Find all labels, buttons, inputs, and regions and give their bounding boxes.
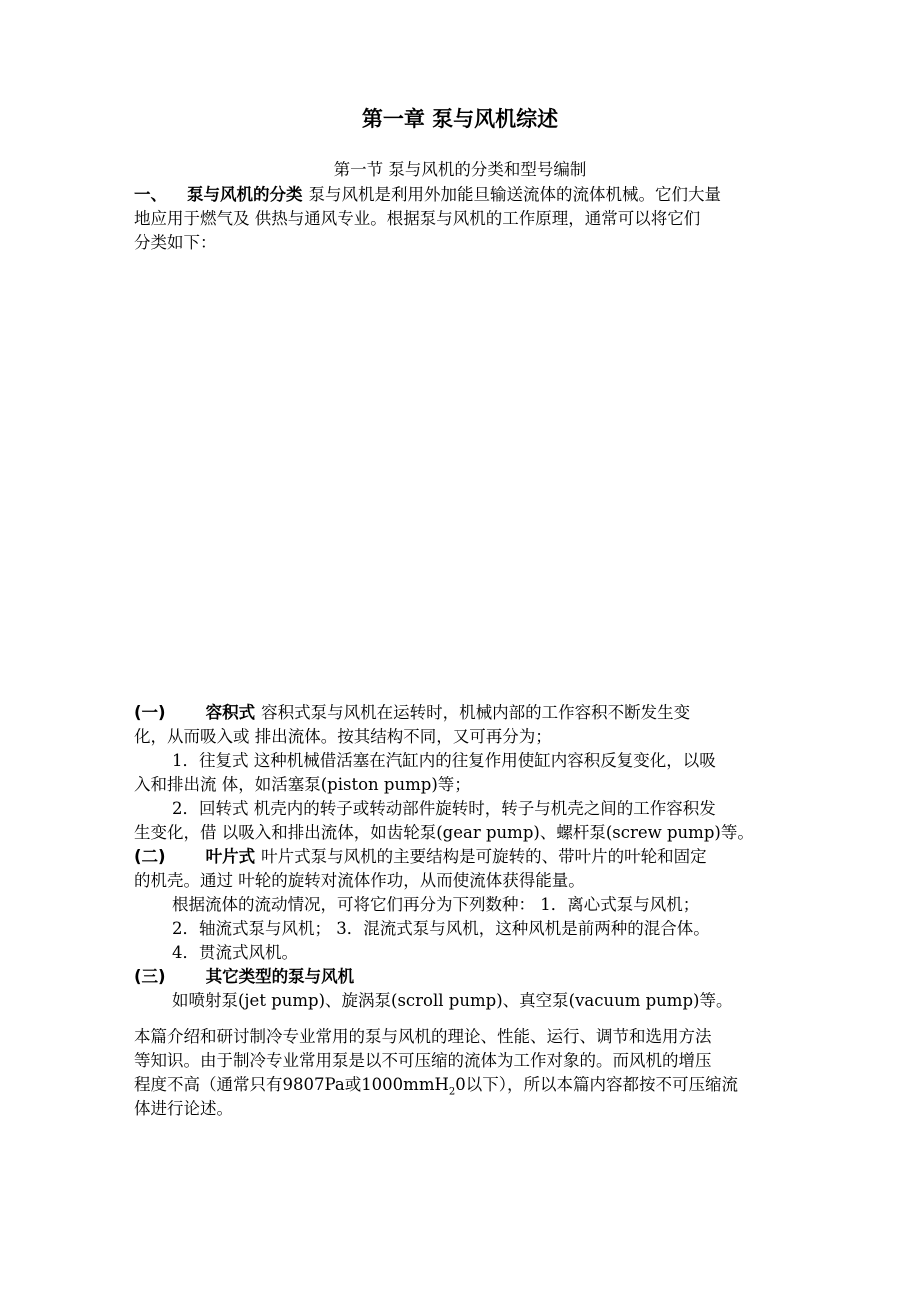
closing-line4: 体进行论述。 [134,1099,233,1118]
sub2-line4: 2．轴流式泵与风机； 3．混流式泵与风机，这种风机是前两种的混合体。 [172,919,710,938]
sub1-line1 [134,701,690,725]
sub1-heading: 容积式 [205,703,256,722]
part1-line3: 分类如下： [134,233,217,252]
chapter-title: 第一章 泵与风机综述 [361,107,559,131]
part1-text1: 泵与风机是利用外加能旦输送流体的流体机械。它们大量 [308,185,721,204]
closing-line2: 等知识。由于制冷专业常用泵是以不可压缩的流体为工作对象的。而风机的增压 [134,1051,712,1070]
item2-line1: 2．回转式 机壳内的转子或转动部件旋转时，转子与机壳之间的工作容积发 [172,799,716,818]
sub3-line1 [134,965,354,989]
sub2-text1: 叶片式泵与风机的主要结构是可旋转的、带叶片的叶轮和固定 [261,847,707,866]
sub1-text1: 容积式泵与风机在运转时，机械内部的工作容积不断发生变 [261,703,691,722]
item1-line2: 入和排出流 体，如活塞泵(piston pump)等； [134,775,471,794]
item1-line1: 1．往复式 这种机械借活塞在汽缸内的往复作用使缸内容积反复变化，以吸 [172,751,716,770]
sub1-line2: 化，从而吸入或 排出流体。按其结构不同，又可再分为； [134,727,552,746]
sub1-label: (一) [134,703,166,722]
closing-line3 [134,1073,738,1097]
sub3-line2: 如喷射泵(jet pump)、旋涡泵(scroll pump)、真空泵(vacuum pump)等。 [172,991,733,1010]
part1-heading: 泵与风机的分类 [187,185,303,204]
section-title: 第一节 泵与风机的分类和型号编制 [333,160,587,179]
sub2-line5: 4．贯流式风机。 [172,943,298,962]
closing-line3-sub: 2 [448,1086,456,1098]
sub2-heading: 叶片式 [205,847,256,866]
sub2-line1 [134,845,707,869]
sub2-label: (二) [134,847,166,866]
part1-label: 一、 [134,185,167,204]
part1-line1 [134,183,721,207]
closing-line3-post: 0以下），所以本篇内容都按不可压缩流 [455,1075,738,1094]
closing-line1: 本篇介绍和研讨制冷专业常用的泵与风机的理论、性能、运行、调节和选用方法 [134,1027,712,1046]
item2-line2: 生变化，借 以吸入和排出流体，如齿轮泵(gear pump)、螺杆泵(screw pump)等。 [134,823,754,842]
sub2-line3: 根据流体的流动情况，可将它们再分为下列数种： 1．离心式泵与风机； [172,895,700,914]
sub3-label: (三) [134,967,166,986]
closing-line3-pre: 程度不高（通常只有9807Pa或1000mmH [134,1075,449,1094]
sub2-line2: 的机壳。通过 叶轮的旋转对流体作功，从而使流体获得能量。 [134,871,585,890]
part1-line2: 地应用于燃气及 供热与通风专业。根据泵与风机的工作原理，通常可以将它们 [134,209,701,228]
sub3-heading: 其它类型的泵与风机 [205,967,355,986]
